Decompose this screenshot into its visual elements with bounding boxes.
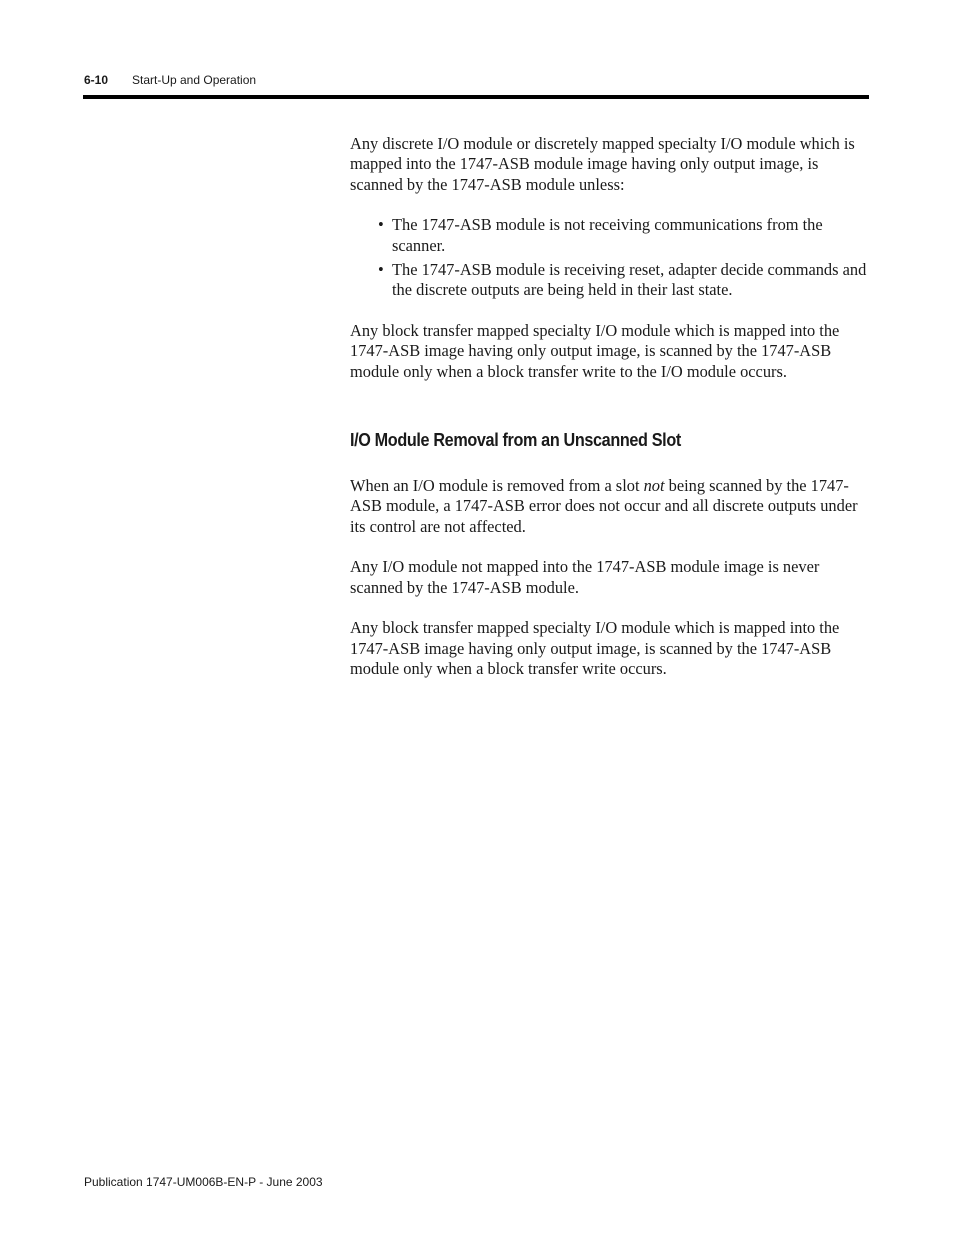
removal-emphasis: not <box>643 476 665 496</box>
chapter-title: Start-Up and Operation <box>132 73 257 87</box>
section-heading: I/O Module Removal from an Unscanned Slot <box>350 430 681 451</box>
block-transfer-paragraph: Any block transfer mapped specialty I/O module which is mapped into the 1747-ASB image having only output image, is scanned by the 1747-ASB module only when a block transfer write to the I/O module occurs. <box>350 320 840 381</box>
not-mapped-paragraph: Any I/O module not mapped into the 1747-ASB module image is never scanned by the 1747-ASB module. <box>350 557 820 597</box>
intro-paragraph: Any discrete I/O module or discretely mapped specialty I/O module which is mapped into the 1747-ASB module image having only output image, is scanned by the 1747-ASB module unless: <box>350 134 855 194</box>
list-item: • The 1747-ASB module is not receiving communications from the scanner. <box>378 215 870 256</box>
removal-paragraph <box>350 476 870 537</box>
removal-text-after: being scanned by the 1747-ASB module, a 1747-ASB error does not occur and all discrete outputs under its control are not affected. <box>350 476 858 536</box>
page-header <box>84 72 256 88</box>
list-item: • The 1747-ASB module is receiving reset, adapter decide commands and the discrete outputs are being held in their last state. <box>378 260 870 301</box>
removal-text-before: When an I/O module is removed from a slot <box>350 476 644 496</box>
condition-list <box>350 215 870 301</box>
header-rule <box>83 95 869 99</box>
page-footer: Publication 1747-UM006B-EN-P - June 2003 <box>84 1175 323 1189</box>
main-content <box>350 134 870 699</box>
page-number: 6-10 <box>84 73 109 87</box>
final-paragraph: Any block transfer mapped specialty I/O module which is mapped into the 1747-ASB image having only output image, is scanned by the 1747-ASB module only when a block transfer write occurs. <box>350 618 840 678</box>
